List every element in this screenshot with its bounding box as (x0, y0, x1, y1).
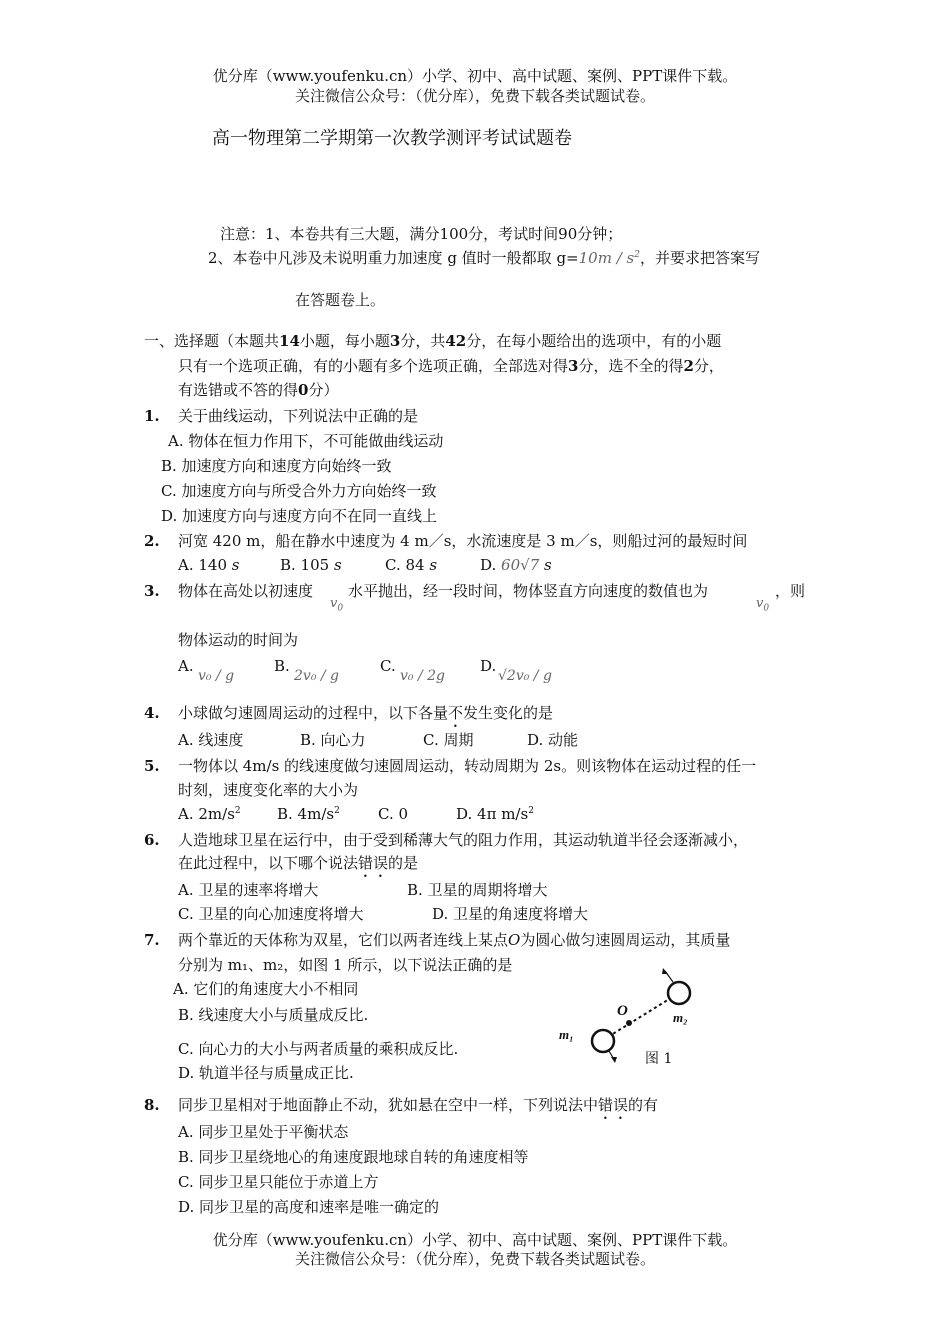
m1-arrow-head-icon (611, 1057, 617, 1063)
q7-line-2: 分别为 m₁、m₂，如图 1 所示，以下说法正确的是 (178, 956, 513, 974)
mass-m2-circle (668, 982, 690, 1004)
q2-option-c: C. 84 s (385, 556, 438, 574)
q7-option-d: D. 轨道半径与质量成正比. (178, 1064, 354, 1082)
q3-option-d-expr: √2v₀ / g (498, 668, 552, 684)
q8-number: 8. (144, 1096, 160, 1114)
footer-line-2: 关注微信公众号：（优分库），免费下载各类试题试卷。 (294, 1250, 655, 1268)
q6-line-1: 人造地球卫星在运行中，由于受到稀薄大气的阻力作用，其运动轨道半径会逐渐减小， (178, 831, 749, 849)
q8-stem: 同步卫星相对于地面静止不动，犹如悬在空中一样，下列说法中错误的有 (178, 1096, 659, 1114)
q3-option-a-expr: v₀ / g (198, 668, 235, 684)
q3-stem-2: 水平抛出，经一段时间，物体竖直方向速度的数值也为 (348, 582, 709, 600)
q2-option-a: A. 140 s (178, 556, 240, 574)
q5-line-1: 一物体以 4m/s 的线速度做匀速圆周运动，转动周期为 2s。则该物体在运动过程的任一 (178, 757, 757, 775)
q8-option-c: C. 同步卫星只能位于赤道上方 (178, 1173, 379, 1191)
q4-option-c: C. 周期 (423, 731, 474, 749)
header-line-1: 优分库（www.youfenku.cn）小学、初中、高中试题、案例、PPT课件下载。 (212, 67, 738, 85)
note-2-g-value: $10m / s^2$ (578, 249, 640, 267)
q1-option-c: C. 加速度方向与所受合外力方向始终一致 (161, 482, 437, 500)
label-o: O (617, 1003, 628, 1019)
q2-number: 2. (144, 532, 160, 550)
q3-v0-symbol-2: $v_0$ (756, 596, 770, 614)
q4-option-b: B. 向心力 (300, 731, 366, 749)
header-line-2: 关注微信公众号：（优分库），免费下载各类试题试卷。 (294, 87, 655, 105)
section-1-line-1: 一、选择题（本题共14小题，每小题3分，共42分，在每小题给出的选项中，有的小题 (144, 332, 722, 350)
note-3: 在答题卷上。 (295, 291, 386, 309)
q3-option-c-expr: v₀ / 2g (400, 668, 446, 684)
footer-line-1: 优分库（www.youfenku.cn）小学、初中、高中试题、案例、PPT课件下载。 (212, 1231, 738, 1249)
q3-option-a-label: A. (178, 657, 194, 675)
q4-stem: 小球做匀速圆周运动的过程中，以下各量不发生变化的是 (178, 704, 554, 722)
q3-option-c-label: C. (380, 657, 396, 675)
q8-option-a: A. 同步卫星处于平衡状态 (178, 1123, 349, 1141)
label-m1: m₁ (559, 1027, 574, 1042)
connecting-dashed-line (603, 993, 679, 1040)
q6-option-d: D. 卫星的角速度将增大 (432, 905, 589, 923)
q8-option-d: D. 同步卫星的高度和速率是唯一确定的 (178, 1198, 440, 1216)
m2-arrow-head-icon (662, 968, 668, 974)
figure-1-binary-star (555, 965, 725, 1075)
q6-option-a: A. 卫星的速率将增大 (178, 881, 319, 899)
q3-stem-3: ，则 (775, 582, 806, 600)
q3-number: 3. (144, 582, 160, 600)
q5-number: 5. (144, 757, 160, 775)
q1-option-a: A. 物体在恒力作用下，不可能做曲线运动 (168, 432, 444, 450)
q5-option-c: C. 0 (378, 805, 409, 823)
q7-line-1: 两个靠近的天体称为双星，它们以两者连线上某点O为圆心做匀速圆周运动，其质量 (178, 931, 731, 949)
q3-stem-4: 物体运动的时间为 (178, 631, 299, 649)
note-2-tail: ，并要求把答案写 (639, 249, 760, 267)
q4-option-d: D. 动能 (527, 731, 579, 749)
q6-line-2: 在此过程中，以下哪个说法错误的是 (178, 854, 419, 872)
q1-option-b: B. 加速度方向和速度方向始终一致 (161, 457, 392, 475)
note-2 (208, 248, 760, 268)
q2-option-d: D. 60√7 s (480, 556, 552, 574)
center-point-o (626, 1020, 632, 1026)
mass-m1-circle (592, 1030, 614, 1052)
q1-number: 1. (144, 407, 160, 425)
figure-1-caption: 图 1 (645, 1051, 673, 1067)
q3-option-b-expr: 2v₀ / g (294, 668, 340, 684)
q4-option-a: A. 线速度 (178, 731, 244, 749)
q3-v0-symbol-1: $v_0$ (330, 596, 344, 614)
q3-option-d-label: D. (480, 657, 497, 675)
q1-stem: 关于曲线运动，下列说法中正确的是 (178, 407, 419, 425)
q2-option-b: B. 105 s (280, 556, 342, 574)
q7-option-a: A. 它们的角速度大小不相同 (173, 980, 359, 998)
q5-line-2: 时刻，速度变化率的大小为 (178, 781, 359, 799)
q3-option-b-label: B. (274, 657, 290, 675)
note-2-text: 2、本卷中凡涉及未说明重力加速度 g 值时一般都取 g= (208, 249, 579, 267)
q7-number: 7. (144, 931, 160, 949)
q7-option-c: C. 向心力的大小与两者质量的乘积成反比. (178, 1040, 459, 1058)
section-1-line-3: 有选错或不答的得0分） (178, 381, 339, 399)
q2-stem: 河宽 420 m，船在静水中速度为 4 m／s，水流速度是 3 m／s，则船过河的最短时间 (178, 532, 748, 550)
q6-option-c: C. 卫星的向心加速度将增大 (178, 905, 364, 923)
q5-option-a: A. $2m/s^2$ (178, 805, 241, 823)
q8-option-b: B. 同步卫星绕地心的角速度跟地球自转的角速度相等 (178, 1148, 529, 1166)
q6-number: 6. (144, 831, 160, 849)
page-title: 高一物理第二学期第一次教学测评考试试题卷 (212, 128, 572, 149)
section-1-line-2: 只有一个选项正确，有的小题有多个选项正确，全部选对得3分，选不全的得2分， (178, 357, 724, 375)
q2-option-d-expr: 60√7 (501, 556, 540, 574)
q5-option-b: B. $4m/s^2$ (277, 805, 340, 823)
q1-option-d: D. 加速度方向与速度方向不在同一直线上 (161, 507, 438, 525)
q6-option-b: B. 卫星的周期将增大 (407, 881, 548, 899)
label-m2: m₂ (673, 1010, 688, 1025)
note-1: 注意：1、本卷共有三大题，满分100分，考试时间90分钟； (220, 225, 623, 243)
q3-stem-1: 物体在高处以初速度 (178, 582, 314, 600)
q7-option-b: B. 线速度大小与质量成反比. (178, 1006, 369, 1024)
q5-option-d: D. 4π $m/s^2$ (456, 805, 534, 823)
q4-number: 4. (144, 704, 160, 722)
